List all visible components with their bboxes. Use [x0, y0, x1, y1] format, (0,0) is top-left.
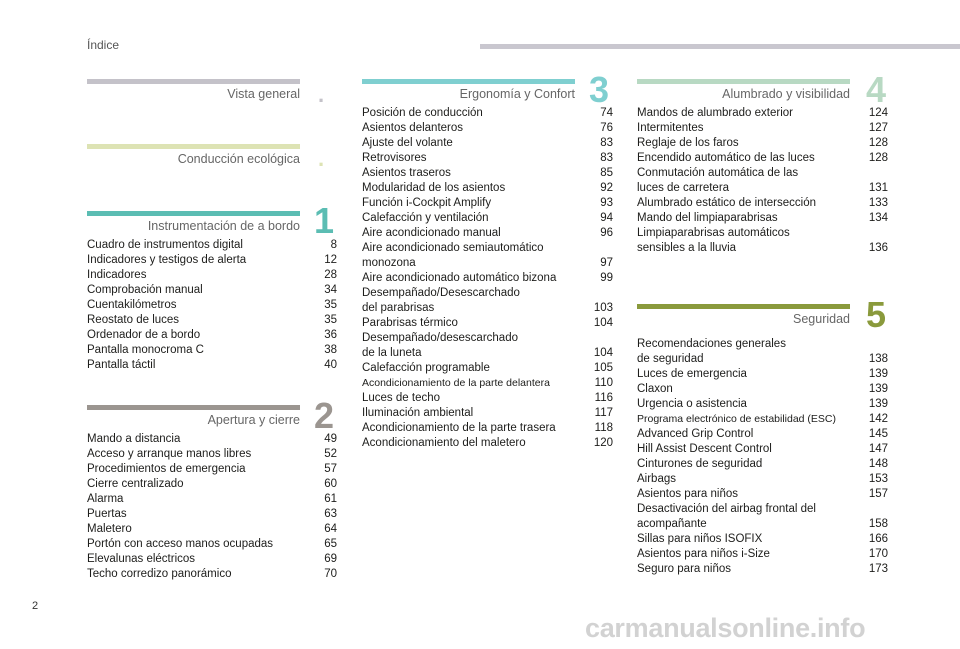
- toc-entry-label: Alarma: [87, 493, 124, 505]
- toc-entry[interactable]: [87, 238, 337, 253]
- section-ergonomia: [362, 79, 613, 451]
- section-bar: [87, 211, 300, 216]
- toc-entry-page: 142: [868, 413, 888, 425]
- toc-entry-label: Modularidad de los asientos: [362, 182, 506, 194]
- toc-entry-page: 104: [593, 317, 613, 329]
- section-bar: [87, 79, 300, 84]
- toc-entry-page: 105: [593, 362, 613, 374]
- section-title: Vista general: [227, 87, 300, 101]
- toc-entry-page: 139: [868, 368, 888, 380]
- toc-entry-label: Claxon: [637, 383, 673, 395]
- toc-entry-page: 99: [600, 272, 613, 284]
- chapter-number: 1: [314, 200, 335, 241]
- toc-entry-page: 94: [600, 212, 613, 224]
- toc-entry[interactable]: [362, 241, 613, 271]
- toc-entry-label: Advanced Grip Control: [637, 428, 754, 440]
- entry-list: [637, 337, 888, 577]
- toc-entry-page: 124: [868, 107, 888, 119]
- toc-entry-page: 131: [868, 182, 888, 194]
- toc-entry-page: 40: [324, 359, 337, 371]
- toc-entry-label: Asientos traseros: [362, 167, 451, 179]
- toc-entry-page: 92: [600, 182, 613, 194]
- toc-entry[interactable]: [362, 136, 613, 151]
- toc-entry[interactable]: [362, 226, 613, 241]
- toc-entry-page: 118: [594, 422, 613, 434]
- toc-entry-page: 83: [600, 137, 613, 149]
- toc-entry-page: 110: [594, 377, 613, 389]
- page-number: 2: [32, 600, 39, 612]
- toc-entry[interactable]: [362, 436, 613, 451]
- chapter-marker: .: [318, 146, 325, 171]
- toc-entry-label: Pantalla monocroma C: [87, 344, 204, 356]
- section-title: Apertura y cierre: [207, 413, 300, 427]
- toc-entry[interactable]: [637, 367, 888, 382]
- toc-entry-label: Reglaje de los faros: [637, 137, 739, 149]
- toc-entry[interactable]: [87, 313, 337, 328]
- section-title: Instrumentación de a bordo: [147, 219, 300, 233]
- toc-entry[interactable]: [362, 151, 613, 166]
- toc-entry[interactable]: [637, 211, 888, 226]
- toc-entry-page: 35: [324, 314, 337, 326]
- toc-entry-label: Portón con acceso manos ocupadas: [87, 538, 274, 550]
- toc-entry[interactable]: [637, 427, 888, 442]
- toc-entry-label: Puertas: [87, 508, 127, 520]
- toc-entry-label: Comprobación manual: [87, 284, 203, 296]
- toc-entry-label: Conmutación automática de las luces de carretera: [637, 167, 799, 194]
- chapter-number: 3: [589, 69, 610, 110]
- toc-entry-page: 60: [324, 478, 337, 490]
- toc-entry-page: 61: [324, 493, 337, 505]
- toc-entry-label: Sillas para niños ISOFIX: [637, 533, 763, 545]
- toc-entry-label: Asientos para niños: [637, 488, 739, 500]
- section-conduccion-ecologica[interactable]: [87, 144, 300, 167]
- toc-entry-page: 35: [324, 299, 337, 311]
- toc-entry[interactable]: [362, 196, 613, 211]
- toc-entry[interactable]: [362, 316, 613, 331]
- toc-entry[interactable]: [87, 552, 337, 567]
- toc-entry-page: 93: [600, 197, 613, 209]
- toc-entry-label: Luces de emergencia: [637, 368, 747, 380]
- toc-entry[interactable]: [637, 472, 888, 487]
- toc-entry-label: Airbags: [637, 473, 676, 485]
- toc-entry[interactable]: [637, 226, 888, 256]
- toc-entry-label: Retrovisores: [362, 152, 427, 164]
- toc-entry-page: 28: [324, 269, 337, 281]
- toc-entry[interactable]: [87, 432, 337, 447]
- watermark: carmanualsonline.info: [585, 613, 866, 643]
- toc-entry-page: 52: [324, 448, 337, 460]
- toc-entry-label: Calefacción y ventilación: [362, 212, 489, 224]
- section-bar: [637, 304, 850, 309]
- toc-entry[interactable]: [87, 522, 337, 537]
- toc-entry[interactable]: [87, 477, 337, 492]
- section-bar: [87, 405, 300, 410]
- toc-entry-label: Calefacción programable: [362, 362, 490, 374]
- toc-entry[interactable]: [87, 447, 337, 462]
- toc-entry-label: Seguro para niños: [637, 563, 731, 575]
- toc-entry[interactable]: [87, 253, 337, 268]
- header-bar: [480, 44, 960, 49]
- section-apertura: [87, 405, 337, 582]
- section-seguridad: [637, 304, 888, 577]
- toc-entry-page: 133: [868, 197, 888, 209]
- chapter-number: 2: [314, 395, 335, 436]
- toc-entry[interactable]: [637, 412, 888, 427]
- toc-entry-page: 158: [868, 518, 888, 530]
- entry-list: [637, 106, 888, 256]
- toc-entry[interactable]: [637, 382, 888, 397]
- toc-entry[interactable]: [362, 361, 613, 376]
- toc-entry[interactable]: [637, 151, 888, 166]
- entry-list: [87, 432, 337, 582]
- toc-entry[interactable]: [362, 106, 613, 121]
- toc-entry[interactable]: [637, 136, 888, 151]
- toc-entry-page: 139: [868, 383, 888, 395]
- section-instrumentacion: [87, 211, 337, 373]
- toc-entry-label: Asientos delanteros: [362, 122, 464, 134]
- toc-entry-page: 170: [868, 548, 888, 560]
- toc-entry-label: Mando del limpiaparabrisas: [637, 212, 778, 224]
- toc-entry[interactable]: [87, 298, 337, 313]
- toc-entry-label: Techo corredizo panorámico: [87, 568, 232, 580]
- toc-entry-page: 139: [868, 398, 888, 410]
- toc-entry-page: 12: [324, 254, 337, 266]
- toc-entry-page: 65: [324, 538, 337, 550]
- toc-entry-page: 116: [594, 392, 613, 404]
- chapter-number: 4: [866, 69, 887, 110]
- entry-list: [87, 238, 337, 373]
- toc-entry-page: 36: [324, 329, 337, 341]
- toc-entry-page: 117: [594, 407, 613, 419]
- toc-entry-label: Programa electrónico de estabilidad (ESC): [637, 413, 837, 425]
- toc-entry-page: 157: [868, 488, 888, 500]
- toc-entry-label: Ordenador de a bordo: [87, 329, 201, 341]
- toc-entry-label: Pantalla táctil: [87, 359, 156, 371]
- section-title: Conducción ecológica: [177, 152, 300, 166]
- chapter-marker: .: [318, 82, 325, 107]
- toc-entry-label: Cuentakilómetros: [87, 299, 177, 311]
- toc-entry-page: 138: [868, 353, 888, 365]
- toc-entry[interactable]: [637, 532, 888, 547]
- toc-entry-label: Reostato de luces: [87, 314, 180, 326]
- toc-entry[interactable]: [87, 358, 337, 373]
- chapter-number: 5: [866, 294, 887, 335]
- toc-entry[interactable]: [87, 567, 337, 582]
- toc-entry-page: 97: [600, 257, 613, 269]
- toc-entry-label: Parabrisas térmico: [362, 317, 458, 329]
- toc-entry[interactable]: [362, 286, 613, 316]
- toc-entry[interactable]: [637, 337, 888, 367]
- section-title: Alumbrado y visibilidad: [722, 87, 850, 101]
- toc-entry-label: Desempañado/Desescarchado del parabrisas: [362, 287, 520, 314]
- toc-entry-label: Limpiaparabrisas automáticos sensibles a la lluvia: [637, 227, 790, 254]
- section-bar: [87, 144, 300, 149]
- toc-entry[interactable]: [362, 376, 613, 391]
- section-alumbrado: [637, 79, 888, 256]
- toc-entry[interactable]: [637, 121, 888, 136]
- toc-entry-label: Procedimientos de emergencia: [87, 463, 246, 475]
- toc-entry[interactable]: [637, 442, 888, 457]
- toc-entry-label: Recomendaciones generales de seguridad: [637, 338, 786, 365]
- toc-entry-label: Indicadores: [87, 269, 147, 281]
- toc-entry-label: Acondicionamiento de la parte trasera: [362, 422, 556, 434]
- toc-entry-page: 128: [868, 152, 888, 164]
- toc-entry-page: 70: [324, 568, 337, 580]
- toc-entry-label: Cinturones de seguridad: [637, 458, 763, 470]
- toc-entry-label: Maletero: [87, 523, 132, 535]
- toc-entry-label: Acceso y arranque manos libres: [87, 448, 252, 460]
- toc-entry-label: Desempañado/desescarchado de la luneta: [362, 332, 518, 359]
- toc-entry-page: 34: [324, 284, 337, 296]
- toc-entry-label: Función i-Cockpit Amplify: [362, 197, 492, 209]
- toc-entry[interactable]: [637, 397, 888, 412]
- toc-entry-page: 85: [600, 167, 613, 179]
- toc-entry-label: Cuadro de instrumentos digital: [87, 239, 243, 251]
- toc-entry-label: Iluminación ambiental: [362, 407, 474, 419]
- toc-entry-page: 104: [593, 347, 613, 359]
- toc-entry-label: Asientos para niños i-Size: [637, 548, 770, 560]
- toc-entry-label: Elevalunas eléctricos: [87, 553, 196, 565]
- toc-entry-label: Acondicionamiento de la parte delantera: [362, 377, 550, 389]
- toc-entry[interactable]: [362, 211, 613, 226]
- toc-entry[interactable]: [87, 268, 337, 283]
- toc-entry-page: 153: [868, 473, 888, 485]
- toc-entry[interactable]: [637, 547, 888, 562]
- toc-entry-page: 69: [324, 553, 337, 565]
- toc-entry-label: Encendido automático de las luces: [637, 152, 815, 164]
- toc-entry-page: 64: [324, 523, 337, 535]
- toc-entry-label: Luces de techo: [362, 392, 441, 404]
- toc-entry-label: Alumbrado estático de intersección: [637, 197, 816, 209]
- toc-entry-page: 57: [324, 463, 337, 475]
- toc-entry[interactable]: [362, 166, 613, 181]
- toc-entry[interactable]: [87, 537, 337, 552]
- toc-entry-page: 63: [324, 508, 337, 520]
- toc-entry[interactable]: [637, 502, 888, 532]
- toc-entry[interactable]: [87, 283, 337, 298]
- toc-entry[interactable]: [87, 328, 337, 343]
- toc-entry[interactable]: [362, 121, 613, 136]
- toc-entry[interactable]: [637, 106, 888, 121]
- toc-entry[interactable]: [87, 462, 337, 477]
- toc-entry[interactable]: [87, 343, 337, 358]
- toc-entry-label: Posición de conducción: [362, 107, 483, 119]
- toc-entry[interactable]: [362, 391, 613, 406]
- toc-entry-page: 74: [600, 107, 613, 119]
- toc-entry[interactable]: [637, 196, 888, 211]
- toc-entry-label: Intermitentes: [637, 122, 704, 134]
- toc-entry-page: 166: [868, 533, 888, 545]
- toc-entry[interactable]: [637, 562, 888, 577]
- toc-entry-page: 147: [868, 443, 888, 455]
- toc-entry-page: 134: [868, 212, 888, 224]
- section-vista-general[interactable]: [87, 79, 300, 102]
- toc-entry-page: 128: [868, 137, 888, 149]
- toc-entry-label: Acondicionamiento del maletero: [362, 437, 526, 449]
- toc-entry-page: 38: [324, 344, 337, 356]
- toc-entry-label: Aire acondicionado automático bizona: [362, 272, 557, 284]
- section-title: Ergonomía y Confort: [459, 87, 575, 101]
- section-bar: [362, 79, 575, 84]
- toc-entry-page: 127: [868, 122, 888, 134]
- toc-entry[interactable]: [637, 487, 888, 502]
- toc-entry-page: 120: [593, 437, 613, 449]
- page-title: Índice: [87, 38, 120, 52]
- toc-entry[interactable]: [362, 331, 613, 361]
- toc-entry-label: Aire acondicionado manual: [362, 227, 501, 239]
- toc-entry-label: Aire acondicionado semiautomático monozona: [362, 242, 544, 269]
- toc-entry-page: 103: [593, 302, 613, 314]
- toc-entry[interactable]: [362, 271, 613, 286]
- toc-entry[interactable]: [637, 166, 888, 196]
- toc-entry-page: 8: [330, 239, 337, 251]
- section-title: Seguridad: [793, 312, 850, 326]
- toc-entry-page: 173: [868, 563, 888, 575]
- toc-entry[interactable]: [362, 421, 613, 436]
- toc-entry-page: 145: [868, 428, 888, 440]
- toc-entry-page: 136: [868, 242, 888, 254]
- toc-entry-page: 83: [600, 152, 613, 164]
- toc-entry[interactable]: [637, 457, 888, 472]
- toc-entry[interactable]: [362, 406, 613, 421]
- section-bar: [637, 79, 850, 84]
- toc-entry-label: Mandos de alumbrado exterior: [637, 107, 793, 119]
- toc-entry-page: 76: [600, 122, 613, 134]
- toc-entry-page: 96: [600, 227, 613, 239]
- toc-entry-label: Mando a distancia: [87, 433, 181, 445]
- toc-entry-label: Desactivación del airbag frontal del acompañante: [637, 503, 816, 530]
- entry-list: [362, 106, 613, 451]
- toc-entry-page: 49: [324, 433, 337, 445]
- toc-entry[interactable]: [87, 492, 337, 507]
- toc-entry-label: Indicadores y testigos de alerta: [87, 254, 247, 266]
- toc-entry-page: 148: [868, 458, 888, 470]
- toc-entry-label: Cierre centralizado: [87, 478, 184, 490]
- toc-entry[interactable]: [362, 181, 613, 196]
- toc-entry[interactable]: [87, 507, 337, 522]
- toc-entry-label: Urgencia o asistencia: [637, 398, 747, 410]
- toc-entry-label: Hill Assist Descent Control: [637, 443, 772, 455]
- toc-entry-label: Ajuste del volante: [362, 137, 453, 149]
